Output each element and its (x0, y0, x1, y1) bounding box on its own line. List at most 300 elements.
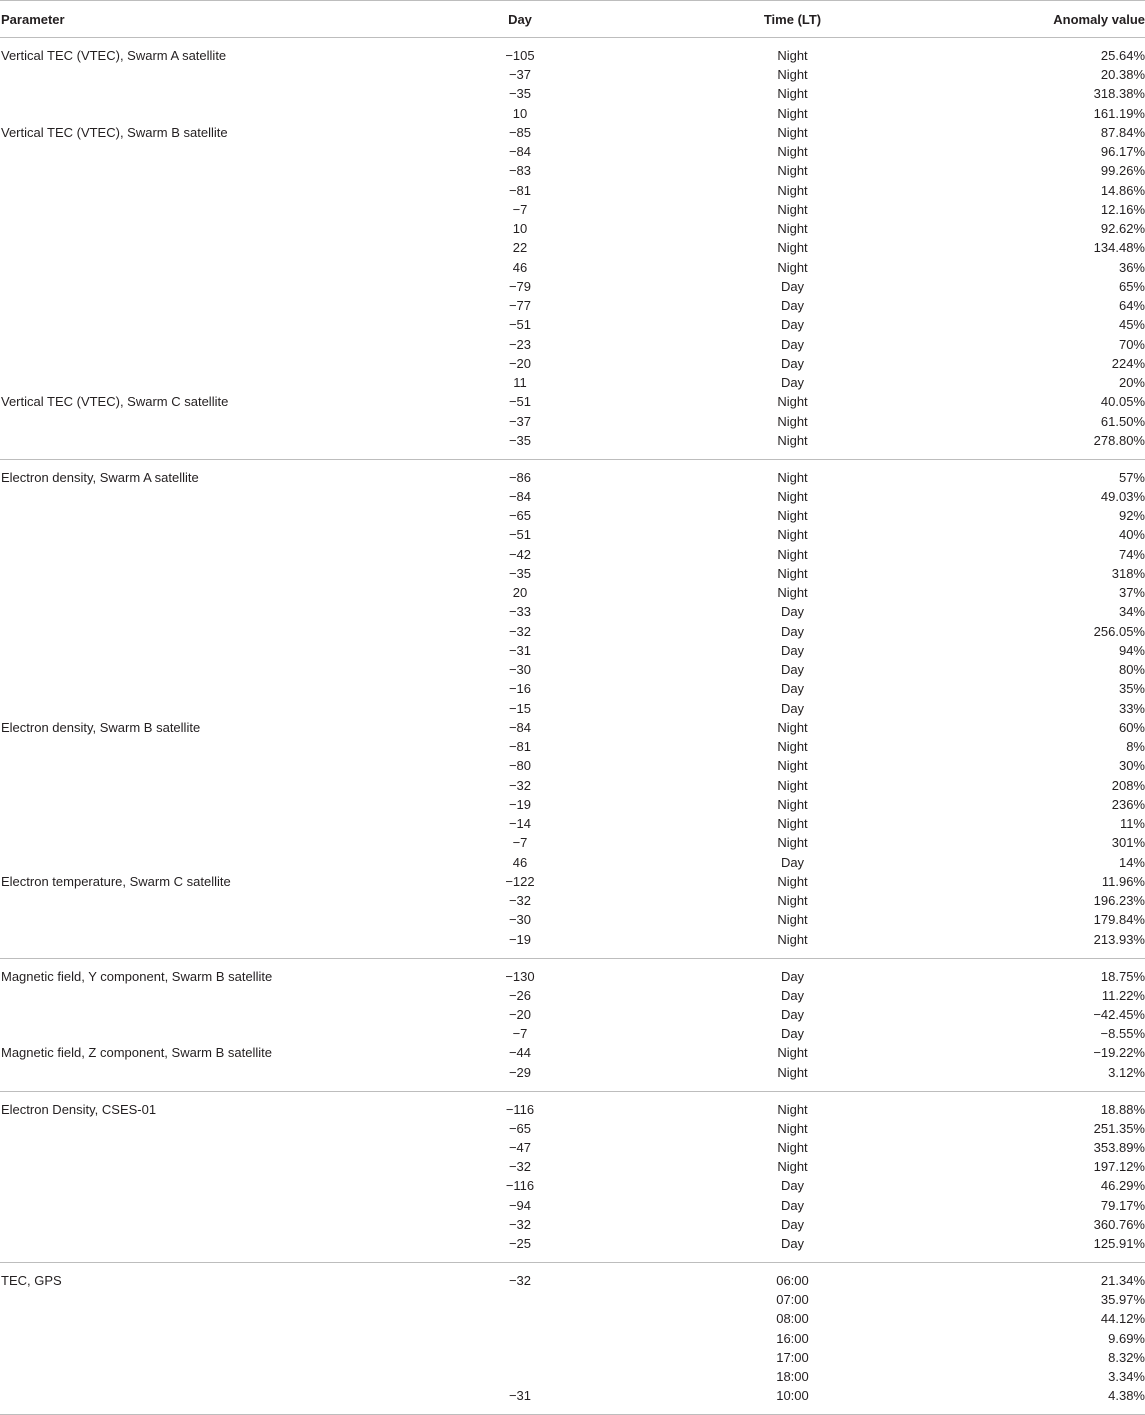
cell-parameter (0, 506, 420, 525)
cell-anomaly-value: 20% (1118, 375, 1145, 391)
cell-day: −80 (508, 758, 532, 774)
cell-time: Day (620, 1234, 965, 1263)
cell-day (420, 1367, 620, 1386)
cell-anomaly-value: 8.32% (1108, 1349, 1145, 1365)
cell-day: −7 (512, 1026, 528, 1042)
cell-parameter (0, 891, 420, 910)
cell-day: −116 (505, 1178, 535, 1194)
cell-day: −65 (508, 1120, 532, 1136)
header-day: Day (420, 1, 620, 38)
cell-parameter (0, 833, 420, 852)
cell-time: Night (777, 469, 808, 485)
cell-time: Night (777, 201, 808, 217)
cell-time: Night (777, 259, 808, 275)
cell-day: −84 (508, 144, 532, 160)
cell-day: −31 (508, 642, 532, 658)
cell-parameter (0, 776, 420, 795)
cell-parameter (0, 219, 420, 238)
header-anomaly-value: Anomaly value (965, 1, 1145, 38)
cell-parameter (0, 487, 420, 506)
table-row (0, 354, 1145, 373)
cell-parameter (0, 1196, 420, 1215)
cell-day: −32 (508, 623, 532, 639)
table-row (0, 660, 1145, 679)
cell-time: Night (777, 527, 808, 543)
cell-anomaly-value: 20.38% (1100, 67, 1145, 83)
cell-parameter: Electron Density, CSES-01 (1, 1101, 157, 1117)
table-row (0, 200, 1145, 219)
cell-day: −35 (420, 431, 620, 460)
cell-day: 10 (512, 221, 528, 237)
cell-time: Day (780, 642, 805, 658)
cell-time: Day (780, 681, 805, 697)
cell-day: −81 (508, 182, 532, 198)
cell-time: Night (620, 431, 965, 460)
table-row (0, 699, 1145, 718)
cell-time: Day (780, 1026, 805, 1042)
table-row (0, 583, 1145, 602)
cell-day: 20 (512, 585, 528, 601)
cell-anomaly-value: 61.50% (1100, 413, 1145, 429)
cell-day: −65 (508, 508, 532, 524)
cell-parameter (0, 1309, 420, 1328)
cell-anomaly-value: 301% (1111, 835, 1145, 851)
cell-anomaly-value: 134.48% (1093, 240, 1145, 256)
cell-parameter (0, 354, 420, 373)
table-row (0, 525, 1145, 544)
cell-day: 22 (512, 240, 528, 256)
cell-day: −51 (508, 527, 532, 543)
cell-parameter: Vertical TEC (VTEC), Swarm B satellite (1, 124, 228, 140)
cell-day (420, 1290, 620, 1309)
cell-anomaly-value: −8.55% (1100, 1026, 1145, 1042)
table-row (0, 1024, 1145, 1043)
cell-time: Night (620, 1063, 965, 1092)
cell-day: −26 (508, 987, 532, 1003)
table-row (0, 891, 1145, 910)
cell-time: Night (777, 719, 808, 735)
table-row (0, 1329, 1145, 1348)
cell-parameter (0, 238, 420, 257)
cell-parameter (0, 315, 420, 334)
table-row (0, 718, 1145, 737)
table-row (0, 1215, 1145, 1234)
cell-anomaly-value: 11% (1119, 816, 1145, 832)
table-row (0, 872, 1145, 891)
cell-anomaly-value: 80% (1118, 662, 1145, 678)
table-row (0, 38, 1145, 66)
cell-anomaly-value: 45% (1118, 317, 1145, 333)
cell-parameter (0, 910, 420, 929)
cell-anomaly-value: 79.17% (1100, 1197, 1145, 1213)
cell-anomaly-value: −19.22% (1093, 1045, 1145, 1061)
cell-day: −84 (508, 488, 532, 504)
table-row (0, 1005, 1145, 1024)
cell-parameter (0, 602, 420, 621)
cell-parameter (0, 1290, 420, 1309)
cell-parameter: Electron density, Swarm A satellite (1, 469, 199, 485)
cell-day: −83 (508, 163, 532, 179)
table-row (0, 277, 1145, 296)
table-row (0, 412, 1145, 431)
cell-time: Day (780, 700, 805, 716)
table-row (0, 335, 1145, 354)
cell-day: −86 (508, 469, 532, 485)
cell-parameter (0, 1386, 420, 1415)
cell-day: −7 (512, 201, 528, 217)
cell-day: 11 (513, 375, 527, 391)
cell-parameter (0, 296, 420, 315)
cell-anomaly-value: 318% (1111, 565, 1145, 581)
table-row (0, 1119, 1145, 1138)
cell-day: −29 (420, 1063, 620, 1092)
table-row (0, 910, 1145, 929)
cell-time: Night (777, 163, 808, 179)
cell-anomaly-value: 18.75% (1100, 968, 1145, 984)
cell-day: −122 (505, 873, 535, 889)
cell-time: Night (620, 930, 965, 959)
cell-time: Night (777, 893, 808, 909)
cell-time: Night (777, 413, 808, 429)
cell-time: Night (777, 394, 808, 410)
cell-time: Night (777, 221, 808, 237)
header-parameter: Parameter (0, 1, 420, 38)
table-row (0, 795, 1145, 814)
table-row (0, 545, 1145, 564)
cell-day: −42 (508, 546, 532, 562)
cell-parameter (0, 986, 420, 1005)
cell-anomaly-value: 236% (1111, 796, 1145, 812)
cell-anomaly-value: 4.38% (965, 1386, 1145, 1415)
cell-parameter (0, 84, 420, 103)
cell-time: Night (777, 816, 808, 832)
cell-anomaly-value: 94% (1118, 642, 1145, 658)
cell-time: 16:00 (776, 1330, 809, 1346)
table-row (0, 853, 1145, 872)
cell-day: −105 (505, 48, 535, 63)
table-row (0, 1196, 1145, 1215)
cell-parameter (0, 277, 420, 296)
table-row (0, 756, 1145, 775)
cell-parameter (0, 1329, 420, 1348)
cell-time: Day (780, 623, 805, 639)
cell-anomaly-value: 92.62% (1100, 221, 1145, 237)
cell-parameter (0, 181, 420, 200)
cell-time: Night (777, 873, 808, 889)
cell-day: −130 (505, 968, 535, 984)
cell-anomaly-value: 60% (1118, 719, 1145, 735)
cell-parameter (0, 412, 420, 431)
cell-time: Day (780, 987, 805, 1003)
table-row (0, 1348, 1145, 1367)
cell-time: Day (780, 1197, 805, 1213)
table-row (0, 1063, 1145, 1092)
table-row (0, 487, 1145, 506)
cell-time: Day (780, 278, 805, 294)
cell-time: Day (780, 355, 805, 371)
cell-parameter: TEC, GPS (1, 1273, 62, 1288)
cell-anomaly-value: 96.17% (1100, 144, 1145, 160)
cell-anomaly-value: 3.12% (965, 1063, 1145, 1092)
cell-parameter (0, 1234, 420, 1263)
table-body (0, 38, 1145, 1415)
cell-parameter (0, 699, 420, 718)
cell-anomaly-value: 34% (1118, 604, 1145, 620)
cell-anomaly-value: 197.12% (1093, 1159, 1145, 1175)
table-row (0, 142, 1145, 161)
cell-time: Day (780, 854, 805, 870)
cell-parameter (0, 660, 420, 679)
table-row (0, 1234, 1145, 1263)
cell-anomaly-value: 87.84% (1100, 124, 1145, 140)
table-row (0, 622, 1145, 641)
cell-time: 17:00 (776, 1349, 809, 1365)
table-row (0, 1138, 1145, 1157)
cell-time: Night (777, 758, 808, 774)
cell-anomaly-value: 353.89% (1093, 1139, 1145, 1155)
cell-day: 46 (512, 259, 528, 275)
cell-parameter (0, 545, 420, 564)
cell-time: Night (777, 240, 808, 256)
cell-anomaly-value: 12.16% (1100, 201, 1145, 217)
table-row (0, 373, 1145, 392)
cell-time: Day (780, 298, 805, 314)
cell-day: −20 (508, 1006, 532, 1022)
table-row (0, 1176, 1145, 1195)
table-row (0, 1367, 1145, 1386)
cell-time: Night (777, 796, 808, 812)
cell-anomaly-value: 30% (1118, 758, 1145, 774)
cell-anomaly-value: 14.86% (1100, 182, 1145, 198)
table-row (0, 1263, 1145, 1291)
cell-day: −23 (508, 336, 532, 352)
table-row (0, 814, 1145, 833)
table-row (0, 602, 1145, 621)
cell-parameter (0, 373, 420, 392)
cell-anomaly-value: 18.88% (1100, 1101, 1145, 1117)
cell-anomaly-value: 70% (1118, 336, 1145, 352)
cell-day: −32 (508, 1216, 532, 1232)
cell-anomaly-value: 8% (1126, 739, 1145, 755)
cell-time: Night (777, 585, 808, 601)
table-row (0, 238, 1145, 257)
cell-day: −47 (508, 1139, 532, 1155)
cell-parameter (0, 679, 420, 698)
cell-parameter (0, 1157, 420, 1176)
cell-parameter (0, 1005, 420, 1024)
cell-time: Night (777, 48, 808, 63)
cell-anomaly-value: 37% (1118, 585, 1145, 601)
table-row (0, 1157, 1145, 1176)
cell-day (420, 1309, 620, 1328)
cell-anomaly-value: 251.35% (1093, 1120, 1145, 1136)
cell-day: −32 (508, 893, 532, 909)
cell-parameter (0, 583, 420, 602)
table-row (0, 65, 1145, 84)
cell-parameter (0, 814, 420, 833)
cell-day: −116 (505, 1101, 535, 1117)
cell-day: −14 (508, 816, 532, 832)
cell-anomaly-value: 33% (1118, 700, 1145, 716)
cell-day: −32 (508, 1159, 532, 1175)
cell-anomaly-value: 256.05% (1093, 623, 1145, 639)
cell-time: Night (777, 546, 808, 562)
cell-parameter (0, 65, 420, 84)
cell-parameter (0, 161, 420, 180)
cell-time: Day (780, 604, 805, 620)
cell-parameter (0, 853, 420, 872)
table-row (0, 737, 1145, 756)
cell-day (420, 1348, 620, 1367)
cell-day: −19 (420, 930, 620, 959)
table-row (0, 641, 1145, 660)
table-row (0, 1091, 1145, 1119)
cell-time: Day (780, 1178, 805, 1194)
cell-anomaly-value: 64% (1118, 298, 1145, 314)
cell-anomaly-value: 25.64% (1100, 48, 1145, 63)
cell-anomaly-value: 224% (1111, 355, 1145, 371)
cell-time: Night (777, 488, 808, 504)
cell-time: Day (780, 336, 805, 352)
table-row (0, 833, 1145, 852)
cell-time: Night (777, 86, 808, 102)
cell-time: Day (780, 662, 805, 678)
cell-parameter (0, 622, 420, 641)
cell-time: 07:00 (776, 1292, 809, 1308)
table-row (0, 1309, 1145, 1328)
table-row (0, 986, 1145, 1005)
table-row (0, 506, 1145, 525)
cell-day: −79 (508, 278, 532, 294)
cell-day: 46 (512, 854, 528, 870)
cell-parameter (0, 1138, 420, 1157)
cell-time: Night (777, 1120, 808, 1136)
cell-day: −37 (508, 67, 532, 83)
cell-day: −94 (508, 1197, 532, 1213)
cell-day: −51 (508, 394, 532, 410)
cell-parameter (0, 930, 420, 959)
cell-time: Day (780, 968, 805, 984)
cell-day: −33 (508, 604, 532, 620)
cell-anomaly-value: 35% (1118, 681, 1145, 697)
cell-day: −51 (508, 317, 532, 333)
cell-parameter (0, 1119, 420, 1138)
table-row (0, 296, 1145, 315)
cell-time: Night (777, 1159, 808, 1175)
table-row (0, 679, 1145, 698)
cell-anomaly-value: 3.34% (1108, 1369, 1145, 1385)
cell-anomaly-value: 49.03% (1100, 488, 1145, 504)
cell-parameter: Electron density, Swarm B satellite (1, 719, 201, 735)
cell-time: 08:00 (776, 1311, 809, 1327)
cell-time: Day (780, 375, 805, 391)
cell-parameter (0, 564, 420, 583)
cell-day: −37 (508, 413, 532, 429)
cell-day: −32 (508, 1273, 532, 1288)
cell-day: 10 (512, 105, 528, 121)
cell-time: Night (777, 912, 808, 928)
table-row (0, 258, 1145, 277)
cell-anomaly-value: 360.76% (1093, 1216, 1145, 1232)
cell-day: −16 (508, 681, 532, 697)
cell-parameter: Electron temperature, Swarm C satellite (1, 873, 231, 889)
cell-time: Night (777, 124, 808, 140)
cell-day: −81 (508, 739, 532, 755)
cell-day (420, 1329, 620, 1348)
table-row (0, 181, 1145, 200)
cell-anomaly-value: 35.97% (1100, 1292, 1145, 1308)
table-header-row (0, 1, 1145, 38)
cell-anomaly-value: 74% (1118, 546, 1145, 562)
table-row (0, 84, 1145, 103)
cell-anomaly-value: 99.26% (1100, 163, 1145, 179)
cell-parameter (0, 142, 420, 161)
cell-day: −25 (420, 1234, 620, 1263)
cell-anomaly-value: 44.12% (1100, 1311, 1145, 1327)
cell-day: −19 (508, 796, 532, 812)
cell-day: −77 (508, 298, 532, 314)
cell-time: Night (777, 182, 808, 198)
cell-time: Night (777, 105, 808, 121)
table-row (0, 219, 1145, 238)
cell-day: −85 (508, 124, 532, 140)
cell-day: −35 (508, 565, 532, 581)
table-row (0, 930, 1145, 959)
cell-parameter (0, 737, 420, 756)
cell-time: Day (780, 317, 805, 333)
cell-anomaly-value: 57% (1118, 469, 1145, 485)
cell-parameter (0, 1367, 420, 1386)
cell-day: −30 (508, 912, 532, 928)
table-row (0, 1386, 1145, 1415)
cell-time: Night (777, 508, 808, 524)
cell-parameter (0, 431, 420, 460)
cell-parameter (0, 1215, 420, 1234)
cell-time: Night (777, 144, 808, 160)
cell-time: 18:00 (776, 1369, 809, 1385)
cell-parameter (0, 258, 420, 277)
table-row (0, 431, 1145, 460)
cell-day: −32 (508, 777, 532, 793)
cell-anomaly-value: 318.38% (1093, 86, 1145, 102)
cell-time: 10:00 (620, 1386, 965, 1415)
cell-anomaly-value: 14% (1118, 854, 1145, 870)
table-row (0, 161, 1145, 180)
cell-time: Night (777, 565, 808, 581)
table-row (0, 104, 1145, 123)
cell-parameter (0, 104, 420, 123)
cell-time: Night (777, 67, 808, 83)
cell-day: −30 (508, 662, 532, 678)
cell-anomaly-value: 208% (1111, 777, 1145, 793)
cell-day: −15 (508, 700, 532, 716)
cell-anomaly-value: 11.96% (1101, 873, 1145, 889)
cell-day: −31 (420, 1386, 620, 1415)
cell-anomaly-value: 21.34% (1100, 1273, 1145, 1288)
cell-anomaly-value: 65% (1118, 278, 1145, 294)
cell-anomaly-value: 46.29% (1100, 1178, 1145, 1194)
table-row (0, 1290, 1145, 1309)
cell-parameter (0, 1024, 420, 1043)
cell-anomaly-value: 125.91% (965, 1234, 1145, 1263)
cell-anomaly-value: 161.19% (1093, 105, 1145, 121)
table-row (0, 123, 1145, 142)
cell-parameter (0, 756, 420, 775)
cell-time: Night (777, 1101, 808, 1117)
cell-anomaly-value: 179.84% (1093, 912, 1145, 928)
cell-anomaly-value: 40% (1118, 527, 1145, 543)
cell-anomaly-value: 36% (1118, 259, 1145, 275)
